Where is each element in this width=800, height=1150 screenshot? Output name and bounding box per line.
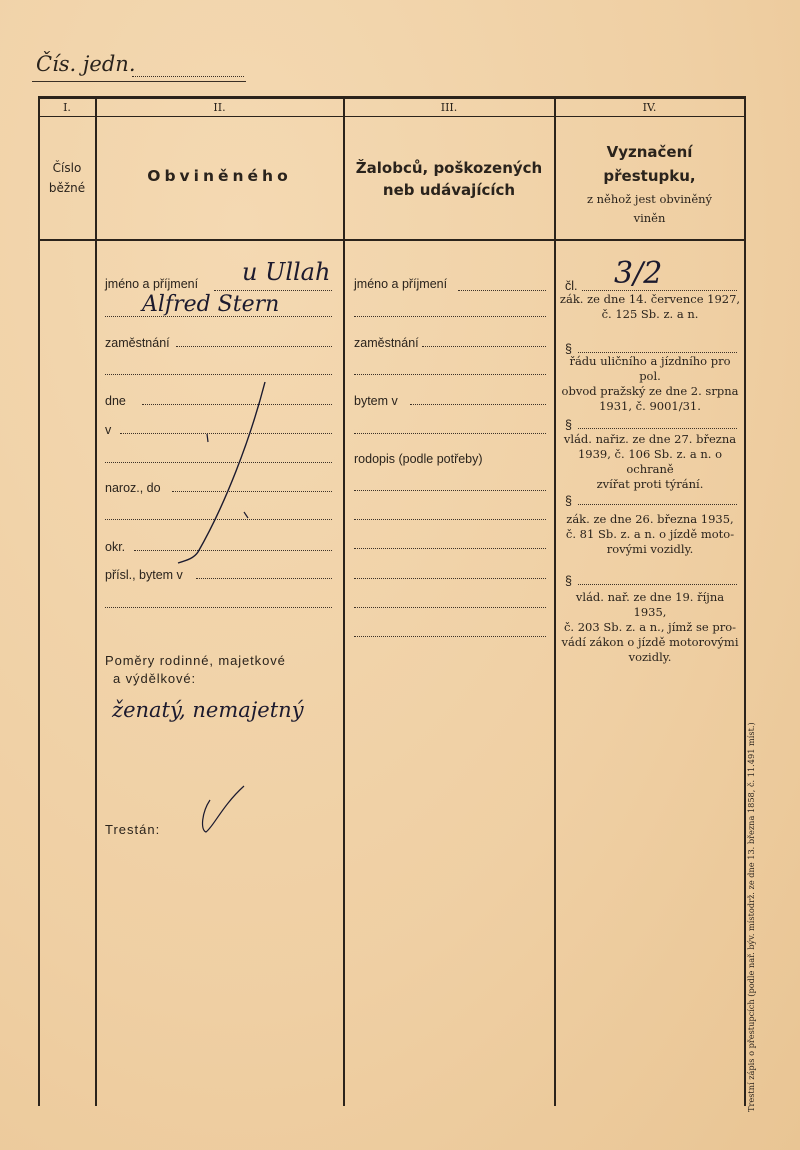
offense-paragraph-4: § <box>565 494 572 508</box>
accused-residence-label: přísl., bytem v <box>105 568 183 582</box>
column-number-3: III. <box>440 101 458 114</box>
form-side-note: Trestní zápis o přestupcích (podle nař. býv. místodrž. ze dne 13. března 1858, č. 11.491 míst.) <box>746 722 756 1112</box>
accused-handwritten-name-1: u Ullah <box>242 258 331 286</box>
accused-handwritten-name-2: Alfred Stern <box>142 292 280 317</box>
offense-paragraph-2: § <box>565 342 572 356</box>
offense-handwritten-article: 3/2 <box>614 256 663 291</box>
accused-occupation-label: zaměstnání <box>105 336 170 350</box>
column-header-plaintiffs: Žalobců, poškozených neb udávajících <box>355 159 543 199</box>
offense-law-3: vlád. nařiz. ze dne 27. března 1939, č. 106 Sb. z. a n. o ochraně zvířat proti týrání. <box>563 432 737 491</box>
column-number-4: IV. <box>642 101 657 114</box>
offense-law-5: vlád. nař. ze dne 19. října 1935, č. 203 Sb. z. a n., jímž se pro- vádí zákon o jízdě motorovými vozidly. <box>561 590 739 664</box>
column-number-2: II. <box>213 101 226 114</box>
accused-name-label: jméno a příjmení <box>105 277 199 291</box>
offense-paragraph-3: § <box>565 418 572 432</box>
accused-in-label: v <box>105 423 112 437</box>
reference-number-label: Čís. jedn. <box>36 52 136 76</box>
accused-handwritten-circumstances: ženatý, nemajetný <box>112 698 304 722</box>
accused-day-label: dne <box>105 394 126 408</box>
accused-born-label: naroz., do <box>105 481 161 495</box>
accused-district-label: okr. <box>105 540 126 554</box>
column-header-number: Číslo běžné <box>48 161 86 195</box>
column-number-1: I. <box>63 101 71 114</box>
offense-paragraph-5: § <box>565 574 572 588</box>
accused-punished-label: Trestán: <box>105 822 161 837</box>
offense-law-4: zák. ze dne 26. března 1935, č. 81 Sb. z. a n. o jízdě moto- rovými vozidly. <box>565 512 735 556</box>
offense-law-2: řádu uličního a jízdního pro pol. obvod pražský ze dne 2. srpna 1931, č. 9001/31. <box>561 354 739 413</box>
offense-article-label: čl. <box>565 279 578 293</box>
offense-law-1: zák. ze dne 14. července 1927, č. 125 Sb. z. a n. <box>559 292 741 321</box>
plaintiff-name-label: jméno a příjmení <box>354 277 448 291</box>
plaintiff-residence-label: bytem v <box>354 394 398 408</box>
column-header-offense: Vyznačení přestupku, z něhož jest obviněný viněn <box>586 143 713 225</box>
accused-circumstances-label: Poměry rodinné, majetkové a výdělkové: <box>105 653 286 686</box>
plaintiff-occupation-label: zaměstnání <box>354 336 419 350</box>
plaintiff-record-label: rodopis (podle potřeby) <box>354 452 483 466</box>
column-header-accused: Obviněného <box>147 167 292 185</box>
